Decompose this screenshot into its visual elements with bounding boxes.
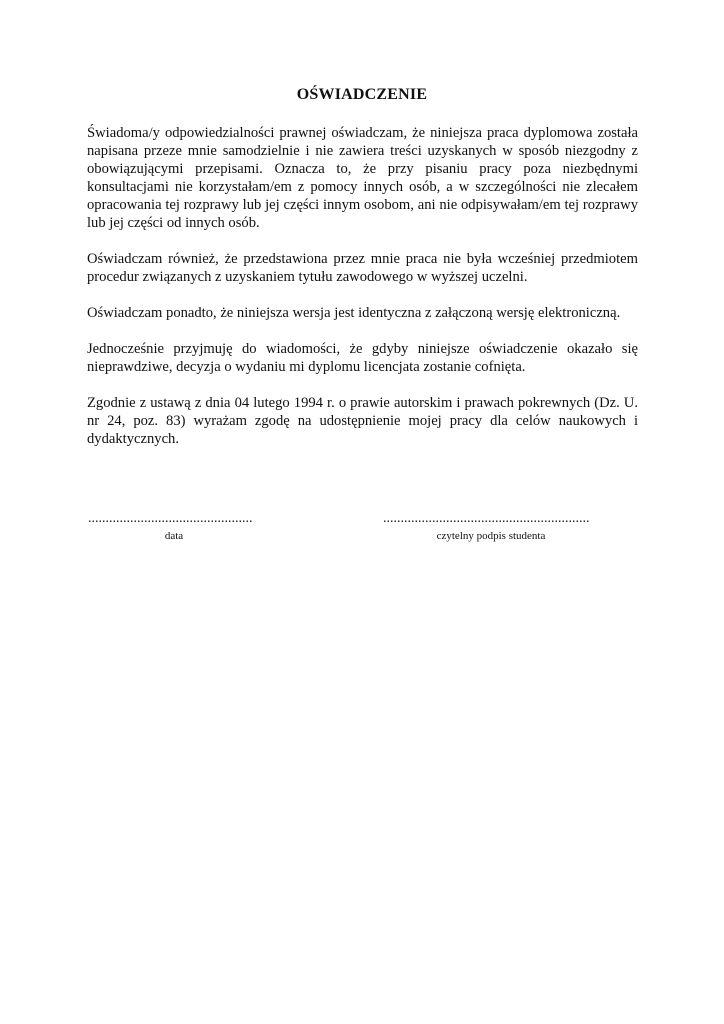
declaration-body [87, 124, 638, 466]
paragraph-no-prior-procedure: Oświadczam również, że przedstawiona przez mnie praca nie była wcześniej przedmiotem procedur związanych z uzyskaniem tytułu zawodowego w wyższej uczelni. [87, 251, 638, 285]
paragraph-diploma-revocation: Jednocześnie przyjmuję do wiadomości, że gdyby niniejsze oświadczenie okazało się nieprawdziwe, decyzja o wydaniu mi dyplomu licencjata zostanie cofnięta. [87, 341, 638, 375]
paragraph-responsibility: Świadoma/y odpowiedzialności prawnej oświadczam, że niniejsza praca dyplomowa została napisana przeze mnie samodzielnie i nie zawiera treści uzyskanych w sposób niezgodny z obowiązującymi przepisami. Oznacza to, że przy pisaniu pracy poza niezbędnymi konsultacjami nie korzystałam/em z pomocy innych osób, a w szczególności nie zlecałem opracowania tej rozprawy lub jej części innym osobom, ani nie odpisywałam/em tej rozprawy lub jej części od innych osób. [87, 125, 638, 231]
student-signature-block [383, 512, 599, 542]
paragraph-electronic-version: Oświadczam ponadto, że niniejsza wersja jest identyczna z załączoną wersję elektroniczną. [87, 305, 621, 321]
paragraph-copyright-consent: Zgodnie z ustawą z dnia 04 lutego 1994 r. o prawie autorskim i prawach pokrewnych (Dz. U. nr 24, poz. 83) wyrażam zgodę na udostępnienie mojej pracy dla celów naukowych i dydaktycznych. [87, 395, 638, 447]
date-caption: data [164, 530, 184, 542]
date-line: ............................................... [88, 511, 253, 526]
signature-line: ........................................................... [383, 511, 590, 526]
document-title: OŚWIADCZENIE [296, 86, 428, 103]
date-signature-block [88, 512, 260, 542]
signature-caption: czytelny podpis studenta [436, 530, 546, 542]
